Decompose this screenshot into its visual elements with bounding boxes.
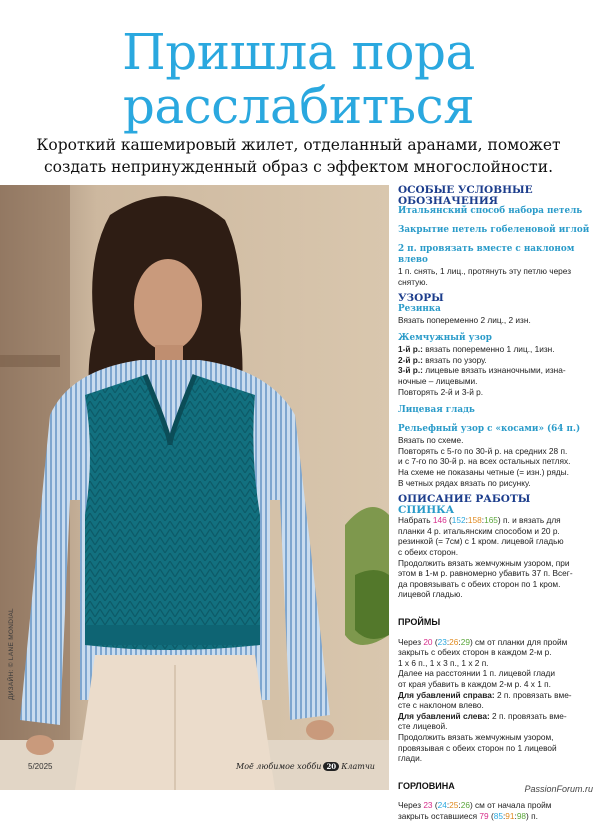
- paren: (: [432, 636, 438, 647]
- size-value-4: 98: [516, 810, 527, 821]
- k2tog-left-desc-1: 1 п. снять, 1 лиц., протянуть эту петлю через: [398, 266, 572, 276]
- lead-line-2: создать непринужденный образ с эффектом многослойности.: [43, 158, 553, 176]
- size-value-3: 158: [467, 515, 482, 526]
- paren: (: [488, 810, 494, 821]
- back-line-8: лицевой гладью.: [398, 589, 463, 600]
- symbols-heading-line-2: ОБОЗНАЧЕНИЯ: [398, 194, 499, 207]
- k2tog-left-desc-2: снятую.: [398, 276, 428, 287]
- neck-title: ГОРЛОВИНА: [398, 780, 455, 791]
- cable-line-3: и с 7-го по 30-й р. на всех остальных петлях.: [398, 456, 571, 467]
- armholes-line-5: от края убавить в каждом 2-м р. 4 х 1 п.: [398, 678, 551, 689]
- dec-right-label: Для убавлений справа:: [398, 689, 495, 700]
- armholes-line-2: закрыть с обеих сторон в каждом 2-м р.: [398, 647, 552, 658]
- seed-row-2-text: вязать по узору.: [422, 354, 487, 365]
- italian-cast-on: Итальянский способ набора петель: [398, 206, 583, 216]
- tapestry-bind-off: Закрытие петель гобеленовой иглой: [398, 225, 590, 235]
- size-value-2: 24: [437, 800, 447, 811]
- seed-row-1-text: вязать попеременно 1 лиц., 1изн.: [422, 344, 555, 355]
- magazine-name-part-1: Моё любимое хобби: [236, 762, 322, 771]
- dec-left-cont: сте лицевой.: [398, 721, 448, 732]
- sep: :: [514, 810, 517, 821]
- neck-line-1-a: Через: [398, 800, 424, 811]
- neck-line-2: [398, 811, 594, 821]
- back-line-6: этом в 1-м р. равномерно убавить 37 п. Всег-: [398, 568, 573, 579]
- armholes-line-8: глади.: [398, 753, 423, 764]
- paren: (: [432, 800, 438, 811]
- back-line-1: [398, 515, 594, 526]
- back-line-1-b: ) п. и вязать для: [497, 515, 561, 526]
- page-title-line-1: Пришла пора: [122, 23, 475, 81]
- stockinette-title: Лицевая гладь: [398, 405, 475, 416]
- armholes-line-7: провязывая с обеих сторон по 1 лицевой: [398, 742, 557, 753]
- k2tog-left-title: 2 п. провязать вместе с наклоном влево: [398, 244, 575, 265]
- armholes-line-1: [398, 637, 594, 648]
- size-value-1: 79: [479, 810, 489, 821]
- neck-line-1: [398, 800, 594, 811]
- size-value-1: 20: [423, 636, 433, 647]
- patterns-heading: УЗОРЫ: [398, 292, 444, 305]
- dec-left-text: 2 п. провязать вме-: [489, 710, 567, 721]
- sep: :: [458, 636, 461, 647]
- back-line-2: планки 4 р. итальянским способом и 20 р.: [398, 525, 560, 536]
- dec-left-label: Для убавлений слева:: [398, 710, 490, 721]
- arm-line-1-b: ) см от планки для пройм: [469, 636, 568, 647]
- lead-paragraph: [0, 134, 597, 178]
- sep: :: [481, 515, 485, 526]
- dec-right: [398, 690, 594, 701]
- back-line-4: с обеих сторон.: [398, 547, 459, 557]
- seed-row-1-label: 1-й р.:: [398, 344, 423, 355]
- seed-repeat: Повторять 2-й и 3-й р.: [398, 386, 484, 397]
- dec-left: [398, 711, 594, 722]
- page-number: 20: [323, 762, 339, 771]
- cable-line-2: Повторять с 5-го по 30-й р. на средних 28 п.: [398, 445, 568, 456]
- seed-row-3-text: лицевые вязать изнаночными, изна-: [422, 365, 566, 376]
- size-value-3: 91: [505, 810, 515, 821]
- size-value-2: 23: [437, 636, 447, 647]
- model-photo: [0, 185, 389, 790]
- instructions-column: [398, 185, 594, 821]
- seed-row-3-label: 3-й р.:: [398, 365, 423, 376]
- sep: :: [458, 800, 461, 811]
- magazine-footer: [236, 762, 375, 771]
- back-line-3: резинкой (= 7см) с 1 кром. лицевой гладью: [398, 536, 564, 547]
- rib-desc: Вязать попеременно 2 лиц., 2 изн.: [398, 314, 531, 325]
- sep: :: [502, 810, 506, 821]
- size-value-4: 29: [460, 636, 470, 647]
- work-heading: ОПИСАНИЕ РАБОТЫ: [398, 493, 531, 506]
- seed-row-2: [398, 355, 594, 366]
- issue-number: 5/2025: [28, 762, 53, 771]
- neck-line-2-a: закрыть оставшиеся: [398, 810, 480, 821]
- neck-line-2-b: ) п.: [526, 810, 538, 821]
- size-value-4: 26: [460, 800, 470, 811]
- rib-title: Резинка: [398, 303, 441, 314]
- magazine-name-part-2: Клатчи: [341, 762, 375, 771]
- model-photo-illustration: [0, 185, 389, 790]
- seed-row-2-label: 2-й р.:: [398, 354, 423, 365]
- site-watermark: PassionForum.ru: [524, 784, 593, 794]
- sep: :: [446, 636, 450, 647]
- back-title: СПИНКА: [398, 503, 455, 516]
- size-value-1: 146: [432, 515, 447, 526]
- seed-row-3: [398, 365, 594, 376]
- neck-line-1-b: ) см от начала пройм: [469, 800, 552, 811]
- seed-row-1: [398, 344, 594, 355]
- armholes-line-3: 1 х 6 п., 1 х 3 п., 1 х 2 п.: [398, 657, 489, 668]
- armholes-line-4: Далее на расстоянии 1 п. лицевой глади: [398, 668, 556, 679]
- armholes-line-6: Продолжить вязать жемчужным узором,: [398, 731, 554, 742]
- cable-line-4: На схеме не показаны четные (= изн.) ряды.: [398, 467, 569, 478]
- dec-right-text: 2 п. провязать вме-: [494, 689, 572, 700]
- cable-line-1: Вязать по схеме.: [398, 435, 464, 446]
- armholes-title: ПРОЙМЫ: [398, 616, 441, 627]
- back-line-7: да провязывать с обеих сторон по 1 кром.: [398, 578, 561, 589]
- page-title-line-2: расслабиться: [122, 77, 475, 135]
- size-value-3: 25: [449, 800, 459, 811]
- cable-line-5: В четных рядах вязать по рисунку.: [398, 477, 531, 488]
- size-value-2: 85: [493, 810, 503, 821]
- paren: (: [446, 515, 452, 526]
- lead-line-1: Короткий кашемировый жилет, отделанный аранами, поможет: [36, 136, 561, 154]
- arm-line-1-a: Через: [398, 636, 424, 647]
- size-value-2: 152: [451, 515, 466, 526]
- seed-title: Жемчужный узор: [398, 333, 492, 344]
- back-line-5: Продолжить вязать жемчужным узором, при: [398, 557, 570, 568]
- sep: :: [465, 515, 468, 526]
- symbols-heading-line-1: ОСОБЫЕ УСЛОВНЫЕ: [398, 184, 533, 196]
- dec-right-cont: сте с наклоном влево.: [398, 700, 484, 711]
- seed-row-3-cont: ночные – лицевыми.: [398, 376, 478, 387]
- photo-credit: ДИЗАЙН: © LANE MONDIAL: [8, 608, 15, 700]
- size-value-3: 26: [449, 636, 459, 647]
- back-line-1-a: Набрать: [398, 515, 433, 526]
- cable-title: Рельефный узор с «косами» (64 п.): [398, 424, 581, 435]
- sep: :: [446, 800, 450, 811]
- size-value-1: 23: [423, 800, 433, 811]
- size-value-4: 165: [484, 515, 498, 526]
